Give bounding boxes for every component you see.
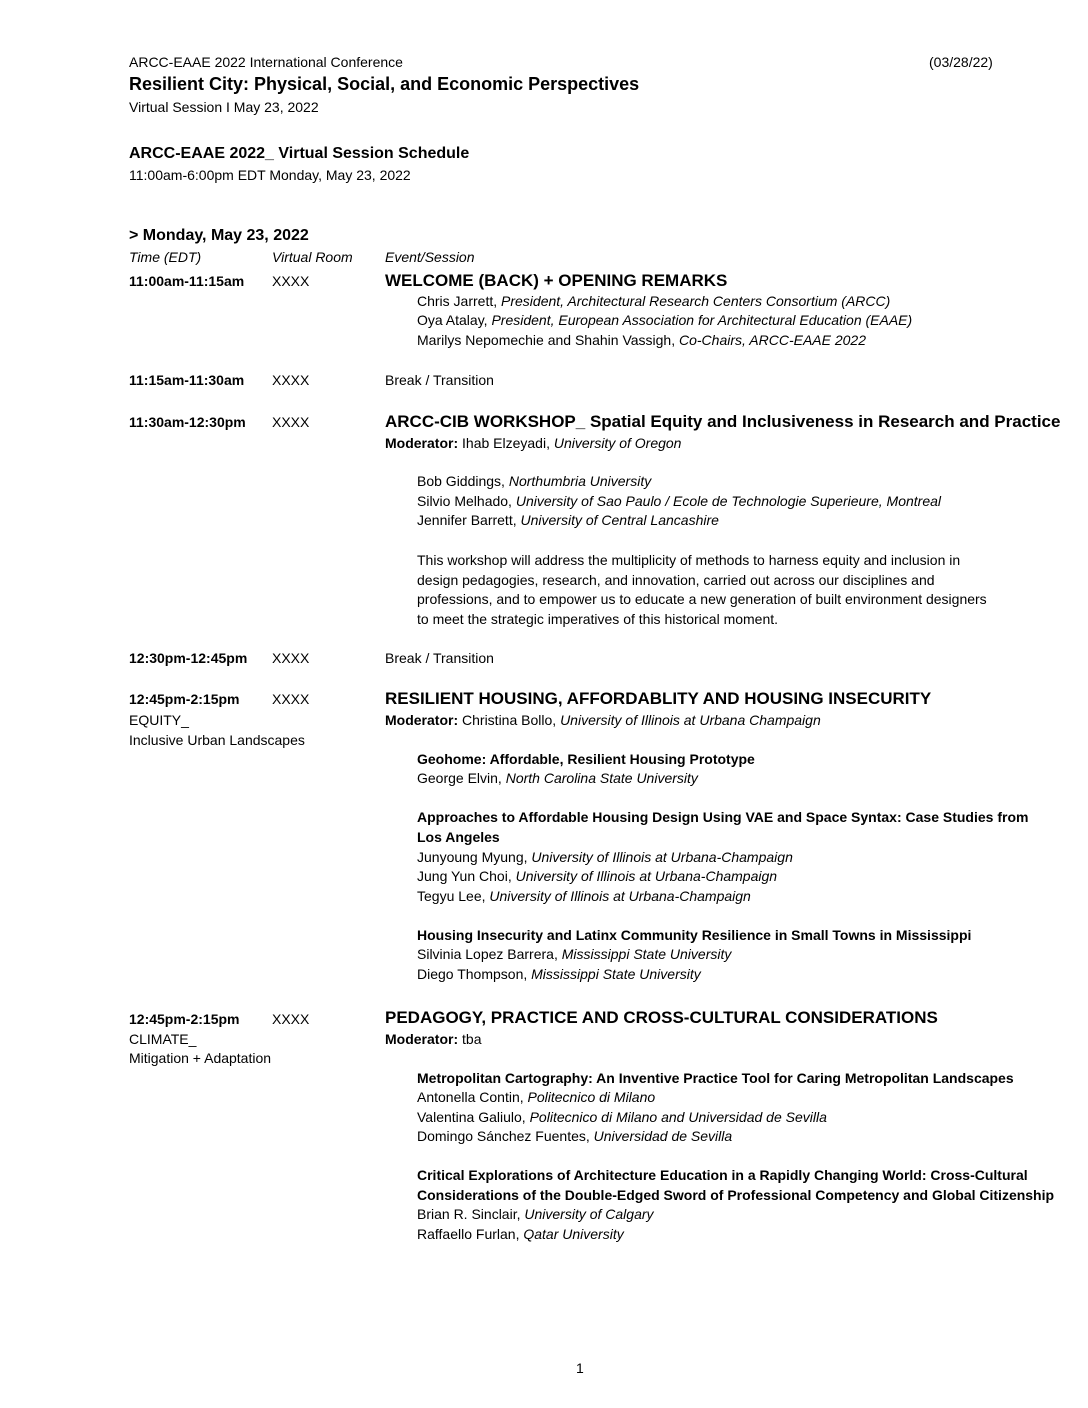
author-name: Antonella Contin, [417,1089,528,1105]
session-title: PEDAGOGY, PRACTICE AND CROSS-CULTURAL CONSIDERATIONS [385,1008,938,1027]
track-subtitle: Inclusive Urban Landscapes [129,732,305,748]
session-time: 12:45pm-2:15pm [129,1011,240,1027]
column-header-event: Event/Session [385,249,475,265]
author-line [417,1128,732,1144]
author-name: Junyoung Myung, [417,849,532,865]
paper-title: Geohome: Affordable, Resilient Housing Prototype [417,751,755,767]
session-room: XXXX [272,691,310,707]
speaker-name: Chris Jarrett, [417,293,502,309]
track-subtitle: Mitigation + Adaptation [129,1050,272,1066]
description-line: design pedagogies, research, and innovation, carried out across our disciplines and [417,571,935,588]
paper-title: Metropolitan Cartography: An Inventive Practice Tool for Caring Metropolitan Landscapes [417,1070,1014,1086]
author-name: Tegyu Lee, [417,888,490,904]
author-line [417,1226,624,1242]
speaker-role: Co-Chairs, ARCC-EAAE 2022 [679,332,866,348]
author-affiliation: University of Illinois at Urbana-Champaign [515,868,778,884]
speaker-role: President, Architectural Research Centers Consortium (ARCC) [501,293,891,309]
moderator-name: tba [458,1031,482,1047]
speaker-line [417,332,866,348]
page-number: 1 [576,1360,584,1376]
author-affiliation: Universidad de Sevilla [593,1128,733,1144]
moderator-label: Moderator: [385,712,459,728]
speaker-line [417,512,719,528]
paper-title: Housing Insecurity and Latinx Community Resilience in Small Towns in Mississippi [417,927,972,943]
moderator-name: Christina Bollo, [458,712,561,728]
session-time: 12:45pm-2:15pm [129,691,240,707]
session-title: WELCOME (BACK) + OPENING REMARKS [385,271,728,290]
author-line [417,946,731,962]
session-title: RESILIENT HOUSING, AFFORDABLITY AND HOUSING INSECURITY [385,689,932,708]
moderator-line [385,712,821,728]
speaker-affiliation: University of Sao Paulo / Ecole de Technologie Superieure, Montreal [515,493,942,509]
session-room: XXXX [272,650,310,666]
break-label: Break / Transition [385,650,494,666]
author-affiliation: Qatar University [523,1226,624,1242]
author-name: Brian R. Sinclair, [417,1206,525,1222]
author-affiliation: University of Calgary [524,1206,654,1222]
track-name: CLIMATE_ [129,1031,197,1047]
speaker-affiliation: University of Central Lancashire [520,512,719,528]
paper-title-continued: Los Angeles [417,829,500,845]
author-line [417,1109,827,1125]
author-affiliation: North Carolina State University [505,770,698,786]
author-name: Raffaello Furlan, [417,1226,524,1242]
speaker-line [417,493,941,509]
moderator-line [385,435,681,451]
author-affiliation: Mississippi State University [561,946,732,962]
session-room: XXXX [272,273,310,289]
speaker-line [417,293,890,309]
break-label: Break / Transition [385,372,494,388]
author-line [417,1206,654,1222]
author-line [417,868,777,884]
schedule-time: 11:00am-6:00pm EDT Monday, May 23, 2022 [129,167,411,183]
day-heading: > Monday, May 23, 2022 [129,227,309,244]
author-name: George Elvin, [417,770,506,786]
author-name: Valentina Galiulo, [417,1109,530,1125]
workshop-description [417,551,1037,629]
description-line: professions, and to empower us to educate a new generation of built environment designers [417,591,987,607]
speaker-name: Bob Giddings, [417,473,509,489]
author-name: Silvinia Lopez Barrera, [417,946,562,962]
description-line: This workshop will address the multiplicity of methods to harness equity and inclusion in [417,552,961,568]
paper-title: Critical Explorations of Architecture Education in a Rapidly Changing World: Cross-Cultural [417,1167,1028,1183]
moderator-label: Moderator: [385,1031,459,1047]
moderator-name: Ihab Elzeyadi, [458,435,554,451]
session-room: XXXX [272,372,310,388]
author-affiliation: Politecnico di Milano [527,1089,656,1105]
moderator-label: Moderator: [385,435,459,451]
author-line [417,770,698,786]
session-time: 11:15am-11:30am [129,372,245,388]
author-name: Domingo Sánchez Fuentes, [417,1128,594,1144]
moderator-affiliation: University of Illinois at Urbana Champaign [560,712,821,728]
speaker-name: Jennifer Barrett, [417,512,521,528]
moderator-affiliation: University of Oregon [553,435,682,451]
document-subtitle: Virtual Session I May 23, 2022 [129,99,319,115]
speaker-line [417,473,651,489]
paper-title-continued: Considerations of the Double-Edged Sword of Professional Competency and Global Citizenship [417,1187,1055,1203]
author-name: Diego Thompson, [417,966,532,982]
schedule-title: ARCC-EAAE 2022_ Virtual Session Schedule [129,145,470,162]
session-title: ARCC-CIB WORKSHOP_ Spatial Equity and Inclusiveness in Research and Practice [385,412,1061,431]
session-time: 11:00am-11:15am [129,273,245,289]
session-room: XXXX [272,414,310,430]
speaker-line [417,312,912,328]
moderator-line [385,1031,481,1047]
session-room: XXXX [272,1011,310,1027]
author-line [417,849,793,865]
session-time: 11:30am-12:30pm [129,414,246,430]
paper-title: Approaches to Affordable Housing Design Using VAE and Space Syntax: Case Studies from [417,809,1029,825]
description-line: to meet the strategic imperatives of this historical moment. [417,610,779,627]
track-name: EQUITY_ [129,712,189,728]
speaker-name: Silvio Melhado, [417,493,516,509]
session-time: 12:30pm-12:45pm [129,650,248,666]
author-line [417,888,751,904]
speaker-role: President, European Association for Architectural Education (EAAE) [491,312,913,328]
author-affiliation: University of Illinois at Urbana-Champaign [489,888,751,904]
speaker-name: Marilys Nepomechie and Shahin Vassigh, [417,332,679,348]
column-header-room: Virtual Room [272,249,353,265]
document-title: Resilient City: Physical, Social, and Economic Perspectives [129,74,640,94]
speaker-name: Oya Atalay, [417,312,492,328]
speaker-affiliation: Northumbria University [508,473,652,489]
author-line [417,966,701,982]
author-affiliation: Politecnico di Milano and Universidad de Sevilla [529,1109,827,1125]
date-stamp: (03/28/22) [929,54,993,70]
column-header-time: Time (EDT) [129,249,202,265]
author-affiliation: Mississippi State University [531,966,701,982]
author-affiliation: University of Illinois at Urbana-Champaign [531,849,793,865]
conference-name: ARCC-EAAE 2022 International Conference [129,54,403,70]
author-line [417,1089,655,1105]
author-name: Jung Yun Choi, [417,868,516,884]
